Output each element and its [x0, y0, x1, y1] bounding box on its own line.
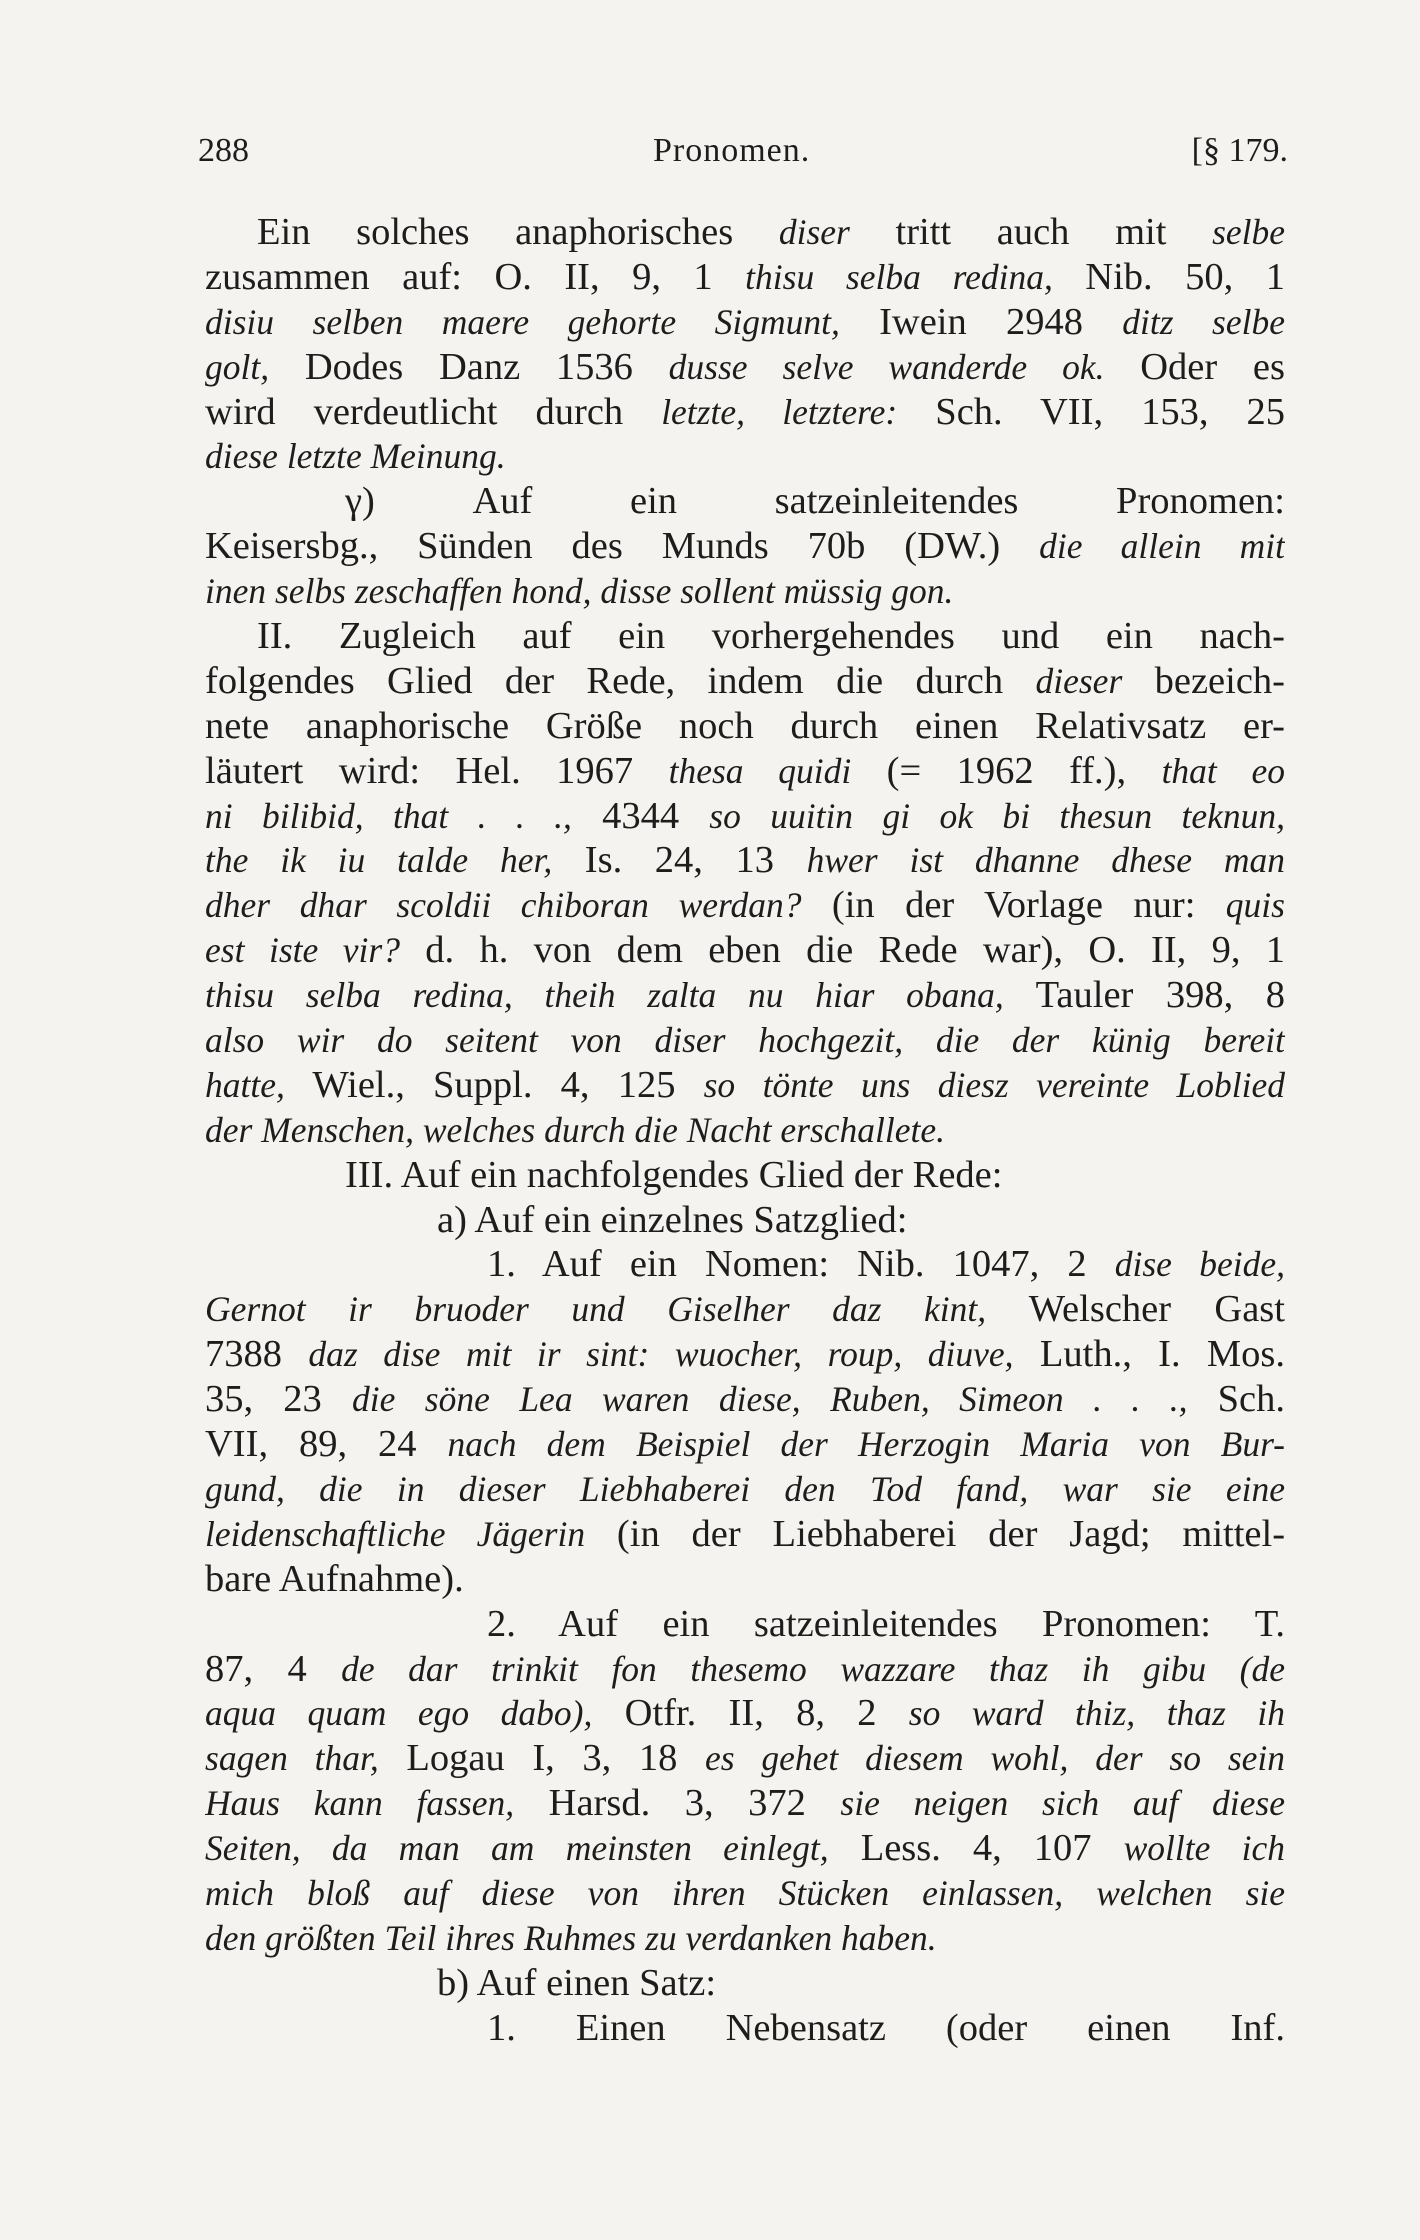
- body-text: [205, 210, 1285, 2051]
- text-segment: Is. 24, 13: [552, 839, 807, 882]
- italic-citation: thisu selba redina, theih zalta nu hiar obana,: [205, 975, 1004, 1016]
- text-segment: Sch. VII, 153, 25: [897, 390, 1285, 433]
- italic-citation: selbe: [1212, 212, 1285, 252]
- text-line: [205, 255, 1285, 300]
- text-segment: Sch.: [1187, 1378, 1285, 1421]
- text-segment: Welscher Gast: [986, 1288, 1285, 1331]
- text-line: [205, 794, 1285, 839]
- text-line: [205, 2006, 1285, 2051]
- text-line: [205, 210, 1285, 255]
- text-segment: läutert wird: Hel. 1967: [205, 749, 669, 792]
- italic-citation: gund, die in dieser Liebhaberei den Tod fand, war sie eine: [205, 1468, 1285, 1509]
- text-segment: a) Auf ein einzelnes Satzglied:: [437, 1198, 908, 1241]
- italic-citation: daz dise mit ir sint: wuocher, roup, diuve,: [308, 1334, 1014, 1375]
- text-line: [205, 300, 1285, 345]
- text-line: [205, 1108, 1285, 1153]
- text-segment: 4344: [571, 794, 710, 837]
- text-segment: (in der Vorlage nur:: [801, 884, 1226, 927]
- italic-citation: es gehet diesem wohl, der so sein: [704, 1738, 1285, 1779]
- text-segment: Less. 4, 107: [828, 1827, 1124, 1870]
- text-segment: 1. Einen Nebensatz (oder einen Inf.: [487, 2006, 1285, 2049]
- text-segment: 87, 4: [205, 1647, 342, 1690]
- text-segment: Nib. 50, 1: [1052, 255, 1285, 298]
- italic-citation: quis: [1225, 885, 1285, 926]
- text-line: [205, 569, 1285, 614]
- italic-citation: that eo: [1161, 750, 1285, 791]
- text-segment: wird verdeutlicht durch: [205, 390, 662, 433]
- running-head: Pronomen.: [653, 132, 811, 169]
- italic-citation: leidenschaftliche Jägerin: [205, 1513, 586, 1554]
- text-segment: Iwein 2948: [839, 300, 1123, 343]
- italic-citation: den größten Teil ihres Ruhmes zu verdanken haben.: [205, 1917, 937, 1958]
- italic-citation: Seiten, da man am meinsten einlegt,: [205, 1828, 829, 1869]
- text-line: [205, 1242, 1285, 1287]
- italic-citation: dusse selve wanderde ok.: [668, 346, 1105, 387]
- text-line: [205, 973, 1285, 1018]
- italic-citation: sagen thar,: [205, 1738, 379, 1779]
- italic-citation: die söne Lea waren diese, Ruben, Simeon . . .,: [352, 1379, 1188, 1420]
- italic-citation: disiu selben maere gehorte Sigmunt,: [205, 301, 840, 342]
- text-segment: Otfr. II, 8, 2: [592, 1692, 909, 1735]
- text-segment: b) Auf einen Satz:: [437, 1961, 717, 2004]
- text-segment: folgendes Glied der Rede, indem die durch: [205, 659, 1036, 702]
- text-line: [205, 1332, 1285, 1377]
- text-segment: 7388: [205, 1333, 309, 1376]
- text-segment: Oder es: [1104, 345, 1285, 388]
- text-line: [205, 1377, 1285, 1422]
- text-line: [205, 524, 1285, 569]
- italic-citation: die allein mit: [1039, 526, 1285, 567]
- text-line: [205, 434, 1285, 479]
- text-line: [205, 1198, 1285, 1243]
- italic-citation: diese letzte Meinung.: [205, 436, 506, 477]
- text-line: [205, 1467, 1285, 1512]
- text-segment: Luth., I. Mos.: [1013, 1333, 1285, 1376]
- text-line: [205, 1781, 1285, 1826]
- text-line: [205, 345, 1285, 390]
- text-segment: Wiel., Suppl. 4, 125: [284, 1063, 704, 1106]
- text-line: [205, 704, 1285, 749]
- text-line: [205, 1961, 1285, 2006]
- text-segment: d. h. von dem eben die Rede war), O. II, 9, 1: [400, 929, 1285, 972]
- text-segment: II. Zugleich auf ein vorhergehendes und ein nach-: [257, 615, 1285, 658]
- text-segment: bare Aufnahme).: [205, 1557, 464, 1600]
- italic-citation: hwer ist dhanne dhese man: [806, 840, 1285, 881]
- text-line: [205, 1916, 1285, 1961]
- text-segment: bezeich-: [1122, 659, 1285, 702]
- text-segment: Ein solches anaphorisches: [257, 211, 779, 253]
- text-segment: tritt auch mit: [849, 211, 1213, 253]
- text-line: [205, 1153, 1285, 1198]
- italic-citation: aqua quam ego dabo),: [205, 1693, 593, 1734]
- text-segment: Tauler 398, 8: [1003, 974, 1285, 1017]
- text-segment: VII, 89, 24: [205, 1423, 448, 1466]
- italic-citation: inen selbs zeschaffen hond, disse sollent müssig gon.: [205, 571, 954, 612]
- text-line: [205, 659, 1285, 704]
- text-segment: Harsd. 3, 372: [514, 1782, 841, 1825]
- text-segment: III. Auf ein nachfolgendes Glied der Rede:: [345, 1153, 1003, 1196]
- text-segment: (= 1962 ff.),: [851, 749, 1162, 792]
- text-line: [205, 928, 1285, 973]
- italic-citation: sie neigen sich auf diese: [840, 1783, 1285, 1824]
- text-line: [205, 1557, 1285, 1602]
- italic-citation: est iste vir?: [205, 930, 400, 971]
- text-line: [205, 1647, 1285, 1692]
- text-line: [205, 1063, 1285, 1108]
- text-segment: zusammen auf: O. II, 9, 1: [205, 255, 746, 298]
- text-line: [205, 1287, 1285, 1332]
- text-segment: 1. Auf ein Nomen: Nib. 1047, 2: [487, 1243, 1115, 1286]
- italic-citation: ni bilibid, that . . .,: [205, 795, 572, 836]
- text-line: [205, 1871, 1285, 1916]
- italic-citation: the ik iu talde her,: [205, 840, 553, 881]
- text-segment: Logau I, 3, 18: [378, 1737, 705, 1780]
- text-line: [205, 614, 1285, 659]
- text-line: [205, 1602, 1285, 1647]
- text-line: [205, 1736, 1285, 1781]
- italic-citation: Haus kann fassen,: [205, 1783, 515, 1824]
- text-line: [205, 1826, 1285, 1871]
- italic-citation: golt,: [205, 346, 270, 387]
- italic-citation: Gernot ir bruoder und Giselher daz kint,: [205, 1289, 987, 1330]
- text-segment: 35, 23: [205, 1378, 352, 1421]
- italic-citation: thesa quidi: [668, 750, 852, 791]
- text-line: [205, 479, 1285, 524]
- italic-citation: also wir do seitent von diser hochgezit, die der künig bereit: [205, 1020, 1285, 1061]
- text-segment: Dodes Danz 1536: [269, 345, 669, 388]
- text-line: [205, 1691, 1285, 1736]
- text-segment: nete anaphorische Größe noch durch einen Relativsatz er-: [205, 704, 1285, 747]
- text-segment: (in der Liebhaberei der Jagd; mittel-: [585, 1512, 1285, 1555]
- italic-citation: letzte, letztere:: [661, 391, 898, 432]
- section-marker: [§ 179.: [1191, 132, 1288, 169]
- italic-citation: dieser: [1035, 660, 1123, 701]
- text-segment: 2. Auf ein satzeinleitendes Pronomen: T.: [487, 1602, 1285, 1645]
- italic-citation: hatte,: [205, 1064, 285, 1105]
- text-line: [205, 1422, 1285, 1467]
- italic-citation: so ward thiz, thaz ih: [908, 1693, 1285, 1734]
- italic-citation: ditz selbe: [1122, 301, 1285, 342]
- text-line: [205, 749, 1285, 794]
- italic-citation: de dar trinkit fon thesemo wazzare thaz ih gibu (de: [341, 1648, 1285, 1689]
- page-header: [198, 132, 1288, 182]
- italic-citation: thisu selba redina,: [745, 256, 1053, 297]
- italic-citation: nach dem Beispiel der Herzogin Maria von Bur-: [447, 1424, 1285, 1465]
- italic-citation: dise beide,: [1114, 1244, 1285, 1285]
- italic-citation: der Menschen, welches durch die Nacht erschallete.: [205, 1109, 946, 1150]
- text-line: [205, 1512, 1285, 1557]
- text-segment: γ) Auf ein satzeinleitendes Pronomen:: [345, 480, 1285, 523]
- italic-citation: dher dhar scoldii chiboran werdan?: [205, 885, 802, 926]
- page-number: 288: [198, 132, 249, 169]
- italic-citation: so tönte uns diesz vereinte Loblied: [703, 1064, 1285, 1105]
- italic-citation: so uuitin gi ok bi thesun teknun,: [709, 795, 1285, 836]
- text-line: [205, 390, 1285, 435]
- italic-citation: mich bloß auf diese von ihren Stücken einlassen, welchen sie: [205, 1872, 1285, 1913]
- text-line: [205, 883, 1285, 928]
- italic-citation: diser: [778, 212, 850, 252]
- text-line: [205, 838, 1285, 883]
- text-segment: Keisersbg., Sünden des Munds 70b (DW.): [205, 525, 1040, 568]
- italic-citation: wollte ich: [1123, 1828, 1285, 1869]
- text-line: [205, 1018, 1285, 1063]
